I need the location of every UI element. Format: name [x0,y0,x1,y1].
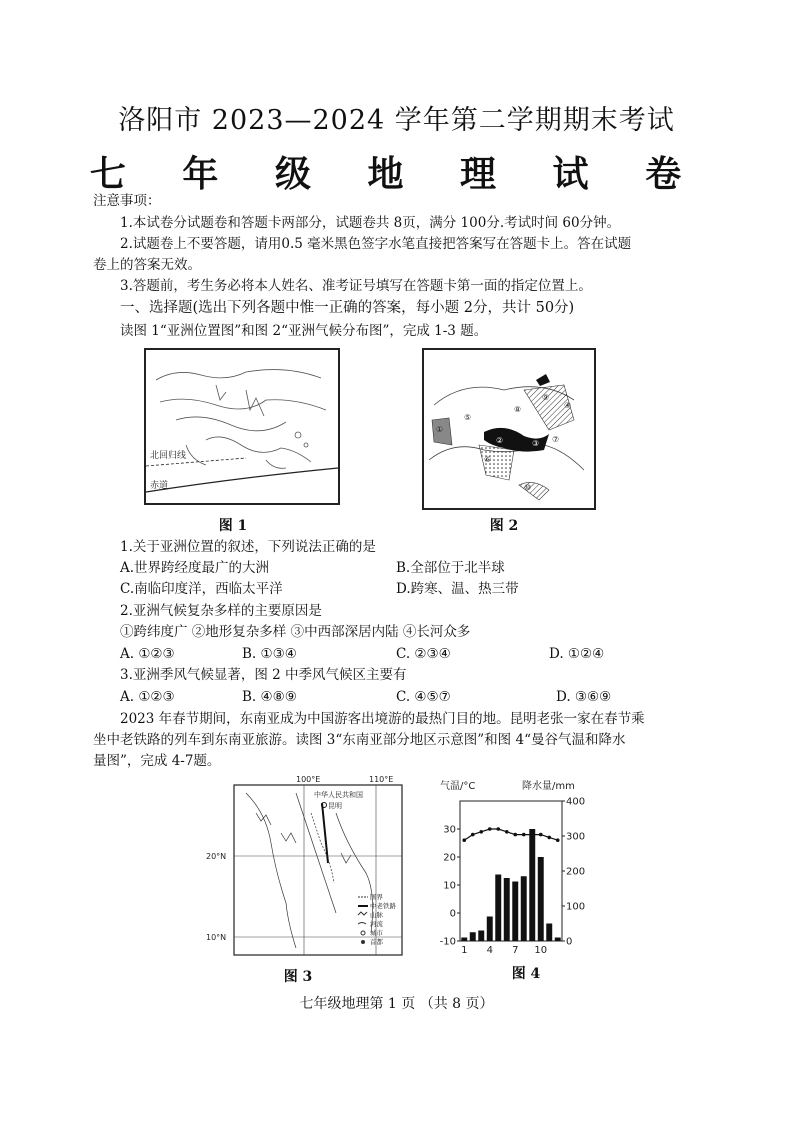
precip-bar [487,917,493,942]
temp-tick-label: 30 [443,824,456,836]
temperature-point [479,830,483,834]
precip-bar [478,931,484,942]
temperature-point [462,838,466,842]
legend-river: 河流 [370,920,383,928]
precip-bar [546,924,552,942]
note-1: 1.本试卷分试题卷和答题卡两部分，试题卷共 8页，满分 100分.考试时间 60分钟。 [120,215,621,231]
month-tick-label: 1 [461,945,468,956]
note-2a: 2.试题卷上不要答题，请用0.5 毫米黑色签字水笔直接把答案写在答题卡上。答在试题 [120,236,632,252]
precip-bar [512,882,518,942]
figure-1-asia-position-map [144,348,340,505]
q2-option-c: C. ②③④ [396,646,451,662]
precip-tick-label: 200 [566,866,586,878]
precip-bar [538,857,544,941]
equator-label: 赤道 [150,481,169,491]
passage-line-2: 坐中老铁路的列车到东南亚旅游。读图 3“东南亚部分地区示意图”和图 4“曼谷气温和降水 [93,732,626,748]
precip-bar [470,932,476,941]
precip-bar [555,938,561,942]
figure-2-asia-climate-map [422,348,596,510]
temp-axis-title: 气温/°C [440,781,476,792]
legend-border: 国界 [370,893,383,901]
legend-capital: 首都 [370,938,383,946]
figure-1-caption: 图 1 [218,518,248,534]
temp-tick-label: 20 [443,852,456,864]
lon-110-label: 110°E [369,775,394,784]
month-tick-label: 10 [534,945,548,956]
zone-9-label: ⑨ [542,393,550,402]
figure-3-caption: 图 3 [283,969,313,985]
q1-option-a: A.世界跨经度最广的大洲 [120,560,270,576]
precip-tick-label: 300 [566,831,586,843]
kunming-label: 昆明 [328,802,342,810]
q2-items: ①跨纬度广 ②地形复杂多样 ③中西部深居内陆 ④长河众多 [120,624,471,640]
q2-option-b: B. ①③④ [242,646,297,662]
lat-20-label: 20°N [206,852,227,861]
section-intro: 读图 1“亚洲位置图”和图 2“亚洲气候分布图”，完成 1-3 题。 [120,323,488,339]
temperature-point [556,838,560,842]
q3-stem: 3.亚洲季风气候显著，图 2 中季风气候区主要有 [120,667,407,683]
tropic-label: 北回归线 [150,451,187,461]
temperature-point [547,836,551,840]
figure-2-caption: 图 2 [489,518,519,534]
zone-5-label: ⑤ [464,413,472,422]
page-footer: 七年级地理第 1 页 （共 8 页） [299,996,494,1012]
temperature-point [471,833,475,837]
q3-option-a: A. ①②③ [120,689,175,705]
zone-6-label: ⑥ [484,455,492,464]
note-3: 3.答题前，考生务必将本人姓名、准考证号填写在答题卡第一面的指定位置上。 [120,278,592,294]
figure-4-caption: 图 4 [511,966,541,982]
zone-1-label: ① [436,425,444,434]
q1-option-b: B.全部位于北半球 [396,560,505,576]
precip-bar [521,876,527,941]
china-label: 中华人民共和国 [314,791,363,799]
precip-bar [495,875,501,942]
precip-axis-title: 降水量/mm [522,781,575,792]
passage-line-3: 量图”，完成 4-7题。 [93,753,221,769]
q3-option-d: D. ③⑥⑨ [556,689,612,705]
precip-tick-label: 400 [566,796,586,808]
legend-mountain: 山脉 [370,911,383,919]
temperature-line [464,829,558,840]
legend-railway: 中老铁路 [370,902,396,910]
zone-7-label: ⑦ [552,435,560,444]
passage-line-1: 2023 年春节期间，东南亚成为中国游客出境游的最热门目的地。昆明老张一家在春节乘 [120,711,645,727]
temperature-point [488,827,492,831]
precip-bar [529,829,535,941]
month-tick-label: 7 [512,945,519,956]
lon-100-label: 100°E [296,775,321,784]
note-2b: 卷上的答案无效。 [93,257,201,273]
q1-option-d: D.跨寒、温、热三带 [396,581,519,597]
precip-bar [504,878,510,941]
temperature-point [496,827,500,831]
temp-tick-label: 10 [443,880,456,892]
lat-10-label: 10°N [206,933,227,942]
precip-tick-label: 0 [566,936,573,948]
figure-3-southeast-asia-map [206,773,410,959]
exam-subtitle: 七 年 级 地 理 试 卷 [89,153,704,195]
q3-option-c: C. ④⑤⑦ [396,689,451,705]
zone-8-label: ⑧ [514,405,522,414]
temperature-point [539,833,543,837]
zone-3-label: ③ [532,439,540,448]
notes-heading: 注意事项： [93,193,161,209]
q3-option-b: B. ④⑧⑨ [242,689,297,705]
figure-4-bangkok-climate-chart [434,773,594,959]
zone-10-label: ⑩ [524,483,532,492]
precip-tick-label: 100 [566,901,586,913]
temperature-point [530,833,534,837]
q2-option-a: A. ①②③ [120,646,175,662]
exam-title: 洛阳市 2023—2024 学年第二学期期末考试 [118,105,675,136]
q1-stem: 1.关于亚洲位置的叙述，下列说法正确的是 [120,539,376,555]
temperature-point [513,833,517,837]
q2-option-d: D. ①②④ [549,646,605,662]
temp-tick-label: -10 [439,936,456,948]
q1-option-c: C.南临印度洋，西临太平洋 [120,581,283,597]
q2-stem: 2.亚洲气候复杂多样的主要原因是 [120,603,322,619]
section-heading: 一、选择题(选出下列各题中惟一正确的答案，每小题 2分，共计 50分) [120,300,575,316]
temp-tick-label: 0 [449,908,456,920]
month-tick-label: 4 [486,945,493,956]
temperature-point [505,830,509,834]
precip-bar [461,938,467,942]
zone-2-label: ② [496,436,504,445]
temperature-point [522,833,526,837]
zone-4-label: ④ [564,401,572,410]
legend-city: 城市 [370,929,383,937]
